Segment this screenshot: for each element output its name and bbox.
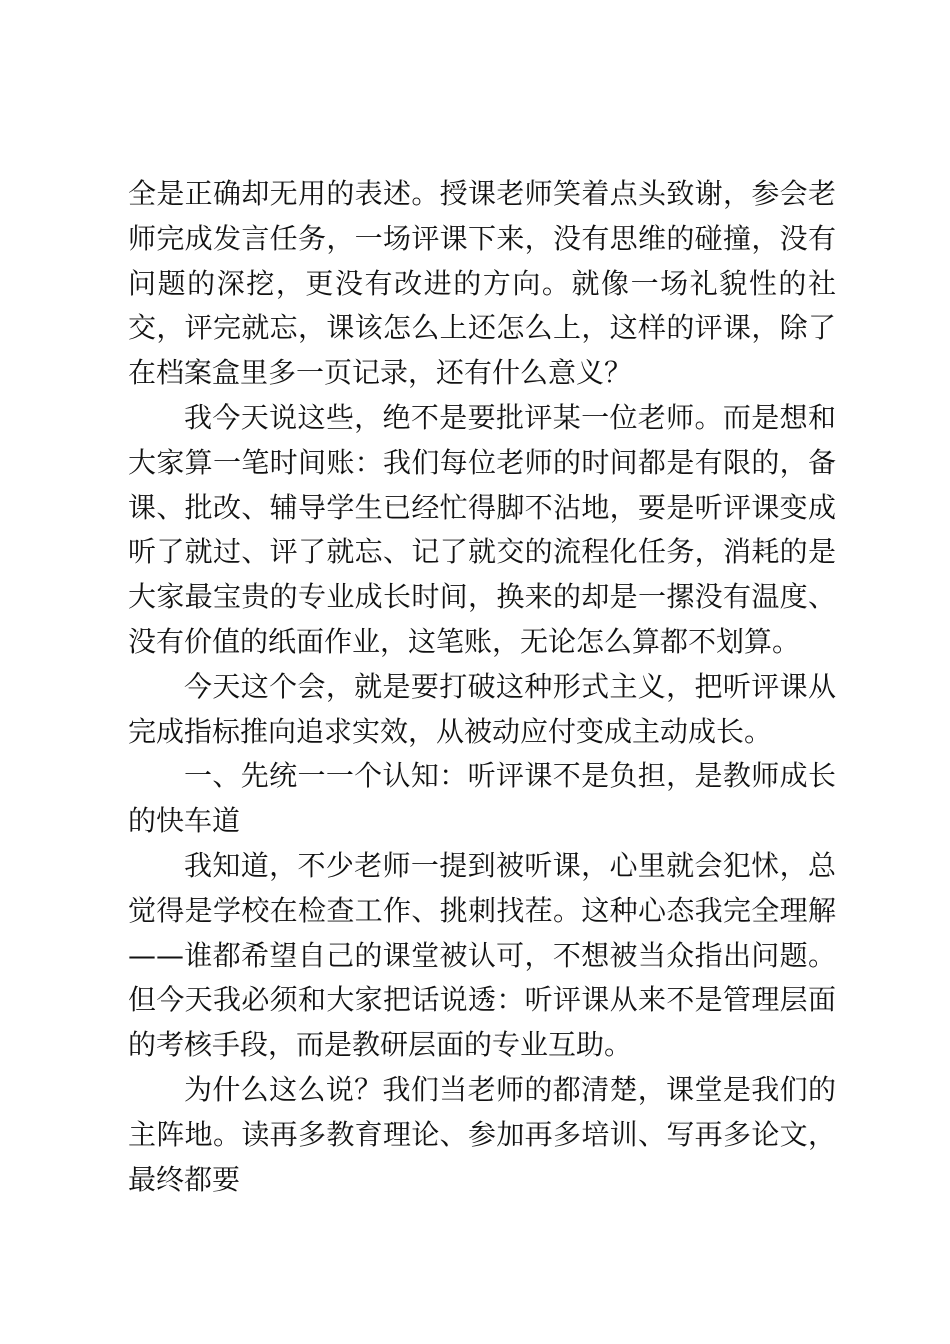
paragraph-3: 今天这个会，就是要打破这种形式主义，把听评课从完成指标推向追求实效，从被动应付变成主动成长。 (128, 669, 836, 748)
section-heading: 一、先统一一个认知：听评课不是负担，是教师成长的快车道 (128, 759, 836, 838)
paragraph-4: 我知道，不少老师一提到被听课，心里就会犯怵，总觉得是学校在检查工作、挑刺找茬。这种心态我完全理解——谁都希望自己的课堂被认可，不想被当众指出问题。但今天我必须和大家把话说透：听评课从来不是管理层面的考核手段，而是教研层面的专业互助。 (128, 848, 836, 1062)
document-page (128, 172, 836, 1202)
paragraph-1: 全是正确却无用的表述。授课老师笑着点头致谢，参会老师完成发言任务，一场评课下来，没有思维的碰撞，没有问题的深挖，更没有改进的方向。就像一场礼貌性的社交，评完就忘，课该怎么上还怎么上，这样的评课，除了在档案盒里多一页记录，还有什么意义？ (128, 177, 836, 390)
paragraph-2: 我今天说这些，绝不是要批评某一位老师。而是想和大家算一笔时间账：我们每位老师的时间都是有限的，备课、批改、辅导学生已经忙得脚不沾地，要是听评课变成听了就过、评了就忘、记了就交的流程化任务，消耗的是大家最宝贵的专业成长时间，换来的却是一摞没有温度、没有价值的纸面作业，这笔账，无论怎么算都不划算。 (128, 400, 836, 658)
paragraph-5: 为什么这么说？我们当老师的都清楚，课堂是我们的主阵地。读再多教育理论、参加再多培训、写再多论文，最终都要 (128, 1072, 836, 1196)
